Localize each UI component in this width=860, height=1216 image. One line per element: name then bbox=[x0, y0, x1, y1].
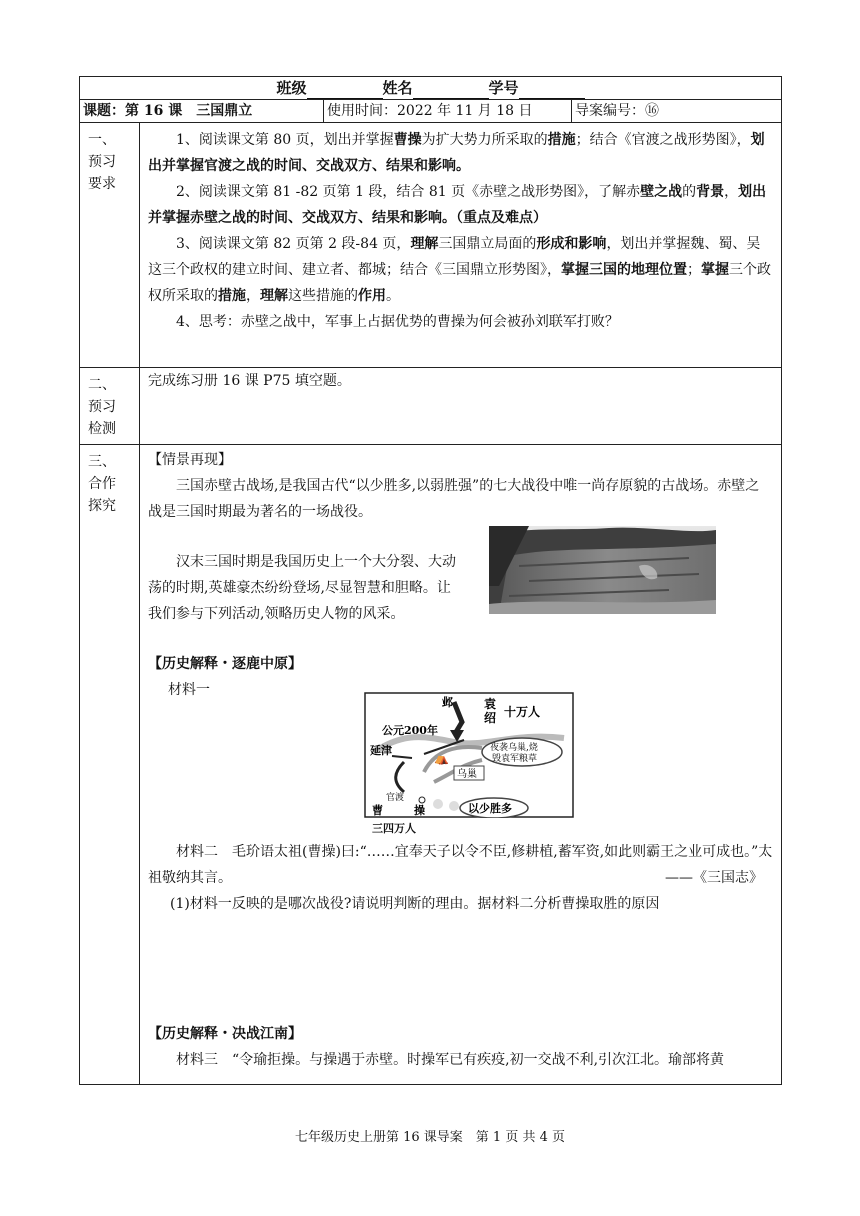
sec1-label-cell bbox=[80, 123, 140, 368]
text: ； bbox=[687, 262, 701, 278]
text: 曹操 bbox=[393, 132, 422, 148]
text: ， bbox=[246, 288, 260, 304]
topic-row bbox=[80, 100, 782, 123]
map-label-cao-troops-text: 三四万人 bbox=[372, 822, 416, 835]
map-label-yuan-troops: 十万人 bbox=[504, 705, 541, 719]
scene-title: 【情景再现】 bbox=[148, 452, 232, 468]
name-blank[interactable] bbox=[413, 82, 489, 99]
sec1-label-line: 一、 bbox=[88, 132, 116, 148]
map-label-raid-2: 毁袁军粮草 bbox=[492, 754, 538, 764]
lesson-topic: 课题：第 16 课 三国鼎立 bbox=[80, 100, 324, 122]
text: 三国鼎立局面的 bbox=[438, 236, 537, 252]
text: 划出 bbox=[148, 132, 765, 174]
map-label-yanjin: 延津 bbox=[370, 744, 392, 757]
text: 为扩大势力所采取的 bbox=[421, 132, 548, 148]
text: 措施 bbox=[547, 132, 576, 148]
wuchao-camp-icon: ⛺ bbox=[434, 751, 449, 765]
sec1-content bbox=[140, 123, 782, 368]
text: 措施 bbox=[218, 288, 246, 304]
preview-item-1 bbox=[148, 127, 773, 179]
text: 背景 bbox=[696, 184, 725, 200]
map-label-ye: 邺 bbox=[442, 696, 453, 709]
text: 作用 bbox=[358, 288, 386, 304]
text: 1、阅读课文第 80 页，划出并掌握 bbox=[176, 132, 394, 148]
material-2-text: 材料二 毛玠语太祖(曹操)曰:“……宜奉天子以令不臣,修耕植,蓄军资,如此则霸王之业可成也。”太祖敬纳其言。 bbox=[148, 844, 773, 886]
sec2-label bbox=[80, 368, 138, 440]
text: 掌握 bbox=[701, 262, 729, 278]
name-label: 姓名 bbox=[382, 79, 413, 97]
text: 形成和影响 bbox=[536, 236, 607, 252]
sec1-label-line: 预习 bbox=[88, 154, 116, 170]
sec3-label-line: 合作 bbox=[88, 476, 116, 492]
scene-intro-line: 我们参与下列活动,领略历史人物的风采。 bbox=[148, 606, 405, 622]
scene-intro-line: 汉末三国时期是我国历史上一个大分裂、大动 bbox=[176, 554, 456, 570]
material-3: 材料三 “令瑜拒操。与操遇于赤壁。时操军已有疾疫,初一交战不利,引次江北。瑜部将黄 bbox=[176, 1052, 725, 1068]
red-cliff-photo bbox=[489, 526, 716, 614]
text: 划出并掌握赤壁之战的时间、交战双方、结果和影响。（重点及难点） bbox=[148, 184, 767, 226]
use-time: 使用时间：2022 年 11 月 18 日 bbox=[324, 100, 572, 122]
sec3-label-line: 三、 bbox=[88, 454, 116, 470]
sec2-label-line: 检测 bbox=[88, 421, 116, 437]
map-label-wuchao: 乌巢 bbox=[457, 769, 477, 780]
text: 的 bbox=[682, 184, 697, 200]
map-label-yuan: 袁 bbox=[484, 697, 497, 711]
material-1-label: 材料一 bbox=[168, 682, 210, 698]
preview-item-2 bbox=[148, 179, 773, 231]
hist-explain-title-2: 【历史解释・决战江南】 bbox=[148, 1026, 302, 1042]
worksheet-table bbox=[79, 76, 782, 1085]
sec1-label bbox=[80, 123, 138, 195]
sec3-label-cell bbox=[80, 445, 140, 1085]
sec3-label-line: 探究 bbox=[88, 498, 116, 514]
text: 2、阅读课文第 81 -82 页第 1 段，结合 81 页《赤壁之战形势图》，了解赤 bbox=[176, 184, 641, 200]
text: 掌握三国的地理位置 bbox=[561, 262, 687, 278]
sec2-label-cell bbox=[80, 368, 140, 445]
map-label-shao: 绍 bbox=[484, 711, 497, 725]
map-label-cao-2: 操 bbox=[414, 804, 425, 817]
text: 。 bbox=[386, 288, 400, 304]
sec3-content bbox=[140, 445, 782, 1085]
map-label-cao: 曹 bbox=[372, 804, 383, 817]
text: 理解 bbox=[410, 236, 439, 252]
text: 这些措施的 bbox=[288, 288, 358, 304]
text: ；结合《官渡之战形势图》， bbox=[575, 132, 751, 148]
sec2-content bbox=[140, 368, 782, 445]
question-1: (1)材料一反映的是哪次战役?请说明判断的理由。据材料二分析曹操取胜的原因 bbox=[170, 896, 660, 912]
scene-intro-line: 荡的时期,英雄豪杰纷纷登场,尽显智慧和胆略。让 bbox=[148, 580, 451, 596]
hist-explain-title-1: 【历史解释・逐鹿中原】 bbox=[148, 656, 302, 672]
map-label-year: 公元200年 bbox=[382, 724, 438, 737]
text: 壁之战 bbox=[640, 184, 683, 200]
preview-item-4: 4、思考：赤壁之战中，军事上占据优势的曹操为何会被孙刘联军打败？ bbox=[176, 314, 619, 330]
class-info-row bbox=[80, 77, 782, 100]
scene-paragraph: 三国赤壁古战场,是我国古代“以少胜多,以弱胜强”的七大战役中唯一尚存原貌的古战场。赤壁之战是三国时期最为著名的一场战役。 bbox=[148, 478, 760, 520]
sec3-label bbox=[80, 445, 138, 517]
page-footer: 七年级历史上册第 16 课导案 第 1 页 共 4 页 bbox=[294, 1130, 565, 1145]
text: ， bbox=[724, 184, 739, 200]
map-label-few-beat-many: 以少胜多 bbox=[468, 802, 512, 815]
worksheet bbox=[79, 76, 781, 1085]
text: 理解 bbox=[260, 288, 288, 304]
id-blank[interactable] bbox=[519, 82, 585, 99]
text: 并掌握官渡之战的时间、交战双方、结果和影响。 bbox=[162, 158, 470, 174]
preview-check-text: 完成练习册 16 课 P75 填空题。 bbox=[148, 373, 351, 389]
class-label: 班级 bbox=[276, 79, 307, 97]
sec2-label-line: 预习 bbox=[88, 399, 116, 415]
sec1-label-line: 要求 bbox=[88, 176, 116, 192]
material-2 bbox=[148, 839, 773, 891]
map-label-guandu: 官渡 bbox=[386, 793, 405, 803]
text: 三个政权所采取的 bbox=[148, 262, 771, 304]
sec2-label-line: 二、 bbox=[88, 377, 116, 393]
id-label: 学号 bbox=[488, 79, 519, 97]
guide-number: 导案编号：⑯ bbox=[575, 103, 659, 119]
map-label-raid-1: 夜袭乌巢,烧 bbox=[490, 743, 538, 753]
class-blank[interactable] bbox=[307, 82, 383, 99]
text: ，划出并掌握魏、蜀、吴这三个政权的建立时间、建立者、都城；结合《三国鼎立形势图》， bbox=[148, 236, 761, 278]
text: 3、阅读课文第 82 页第 2 段-84 页， bbox=[176, 236, 411, 252]
material-2-source: ——《三国志》 bbox=[665, 870, 764, 886]
preview-item-3 bbox=[148, 231, 773, 309]
guandu-battle-map bbox=[364, 692, 574, 818]
